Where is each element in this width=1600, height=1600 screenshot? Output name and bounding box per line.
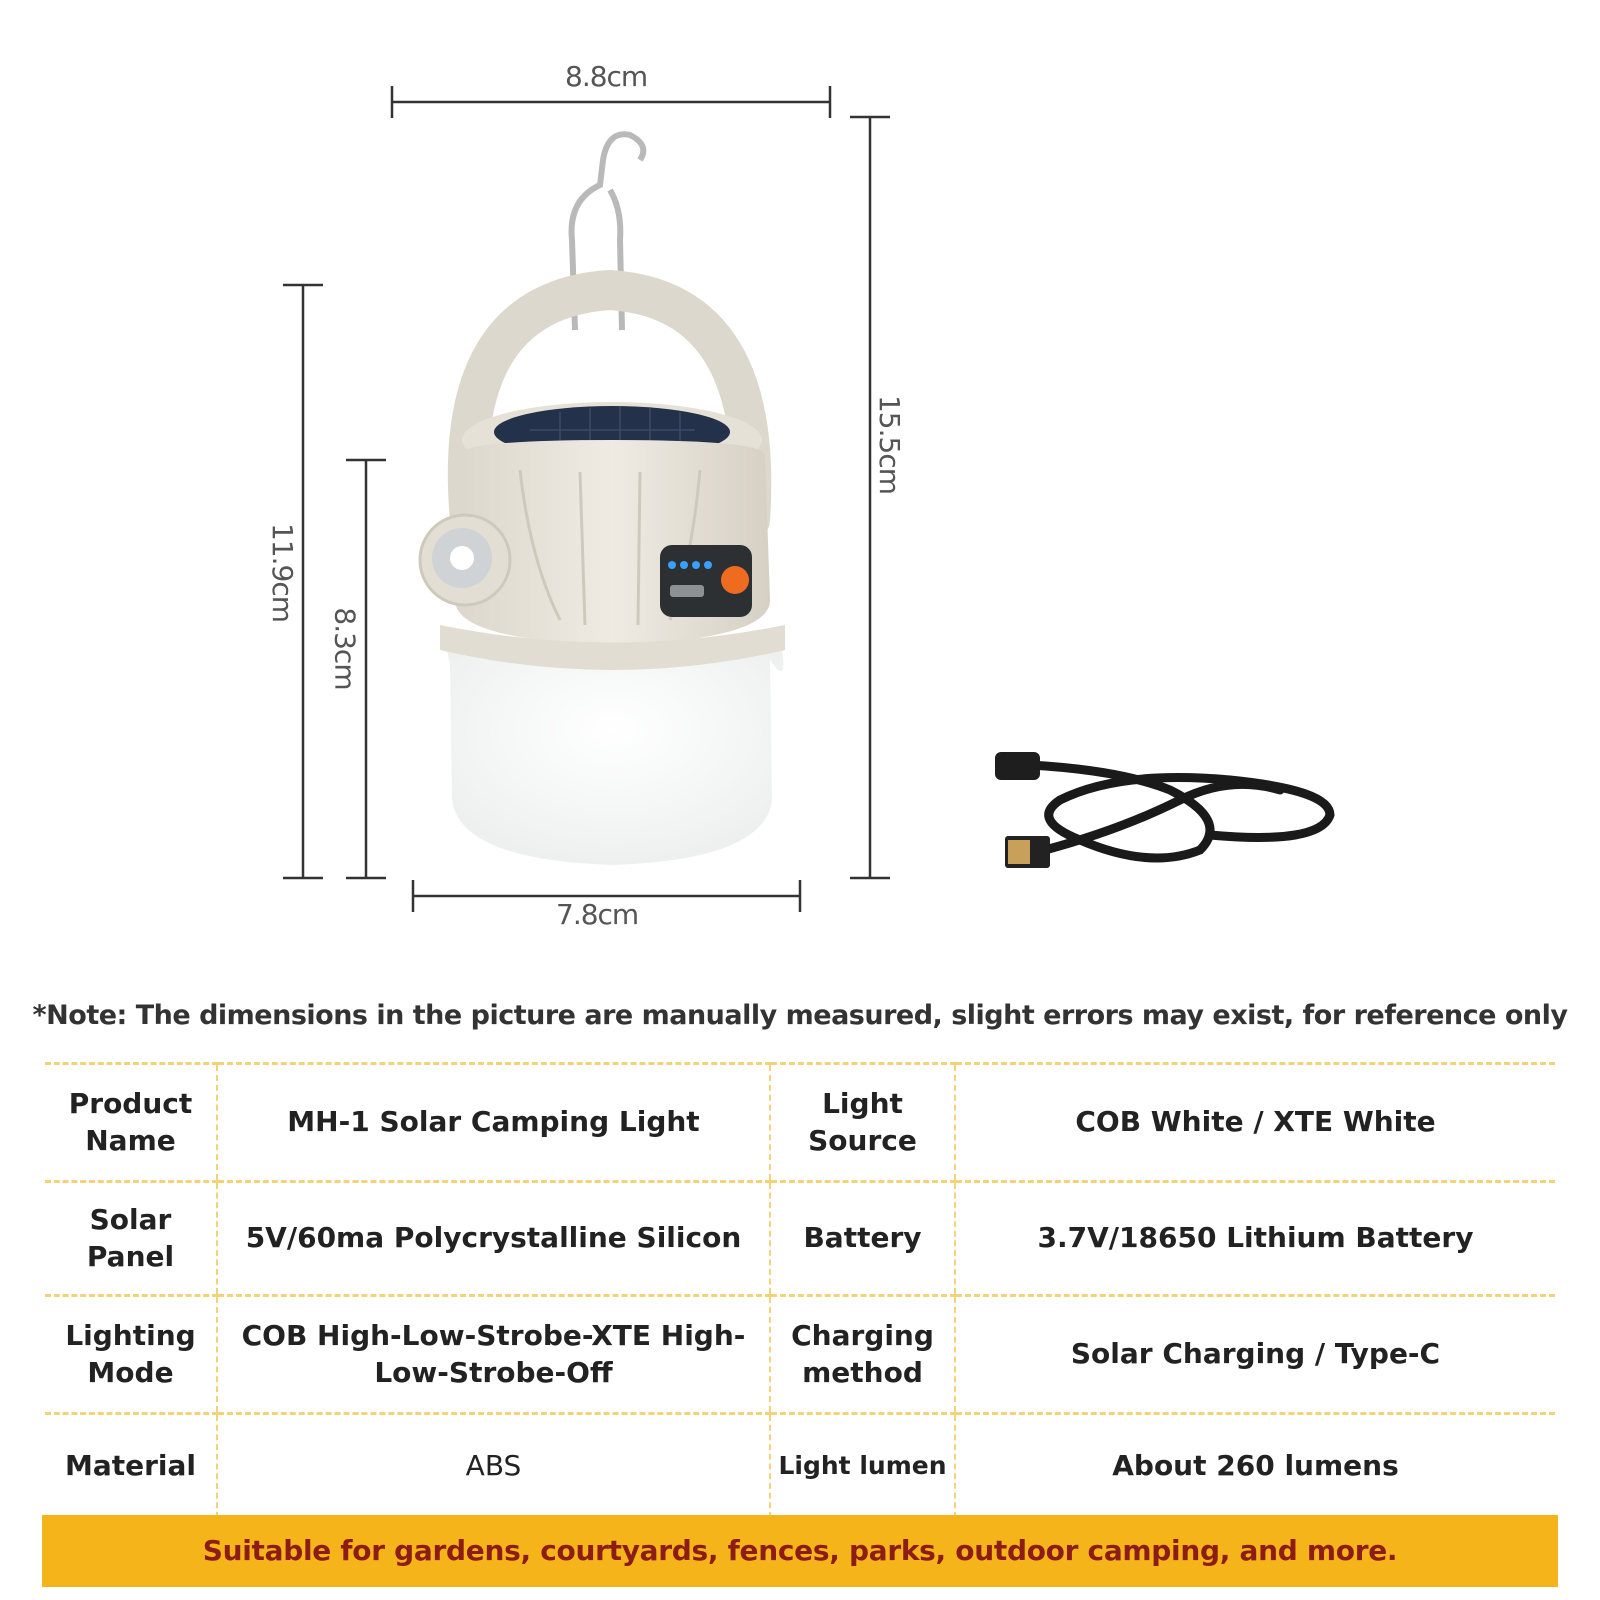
table-row bbox=[45, 1296, 1555, 1414]
spec-label: Battery bbox=[770, 1182, 955, 1296]
usage-banner: Suitable for gardens, courtyards, fences, parks, outdoor camping, and more. bbox=[42, 1515, 1558, 1587]
dimension-total-height: 15.5cm bbox=[873, 394, 907, 495]
table-row bbox=[45, 1064, 1555, 1182]
spec-value: Solar Charging / Type-C bbox=[955, 1296, 1555, 1414]
dimension-top-width: 8.8cm bbox=[565, 60, 648, 93]
usb-c-plug-icon bbox=[995, 752, 1040, 780]
spec-value: COB High-Low-Strobe-XTE High-Low-Strobe-Off bbox=[217, 1296, 770, 1414]
spec-label: Solar Panel bbox=[45, 1182, 217, 1296]
spec-value: COB White / XTE White bbox=[955, 1064, 1555, 1182]
spec-label: Lighting Mode bbox=[45, 1296, 217, 1414]
spec-value: About 260 lumens bbox=[955, 1414, 1555, 1518]
spec-label: Charging method bbox=[770, 1296, 955, 1414]
table-row bbox=[45, 1182, 1555, 1296]
spec-label: Light Source bbox=[770, 1064, 955, 1182]
spec-label: Material bbox=[45, 1414, 217, 1518]
table-row bbox=[45, 1414, 1555, 1518]
spec-value: 3.7V/18650 Lithium Battery bbox=[955, 1182, 1555, 1296]
control-panel-icon bbox=[660, 545, 752, 617]
usb-cable-icon bbox=[1030, 765, 1330, 858]
flashlight-icon bbox=[420, 515, 510, 605]
spec-value: ABS bbox=[217, 1414, 770, 1518]
measurement-note: *Note: The dimensions in the picture are manually measured, slight errors may exist, for reference only bbox=[32, 1000, 1568, 1031]
dimension-body-height: 11.9cm bbox=[266, 522, 300, 623]
dimension-bottom-width: 7.8cm bbox=[556, 898, 639, 931]
spec-label: Light lumen bbox=[770, 1414, 955, 1518]
dimension-shade-height: 8.3cm bbox=[328, 607, 362, 690]
spec-label: Product Name bbox=[45, 1064, 217, 1182]
spec-value: 5V/60ma Polycrystalline Silicon bbox=[217, 1182, 770, 1296]
spec-table bbox=[45, 1062, 1555, 1518]
spec-value: MH-1 Solar Camping Light bbox=[217, 1064, 770, 1182]
